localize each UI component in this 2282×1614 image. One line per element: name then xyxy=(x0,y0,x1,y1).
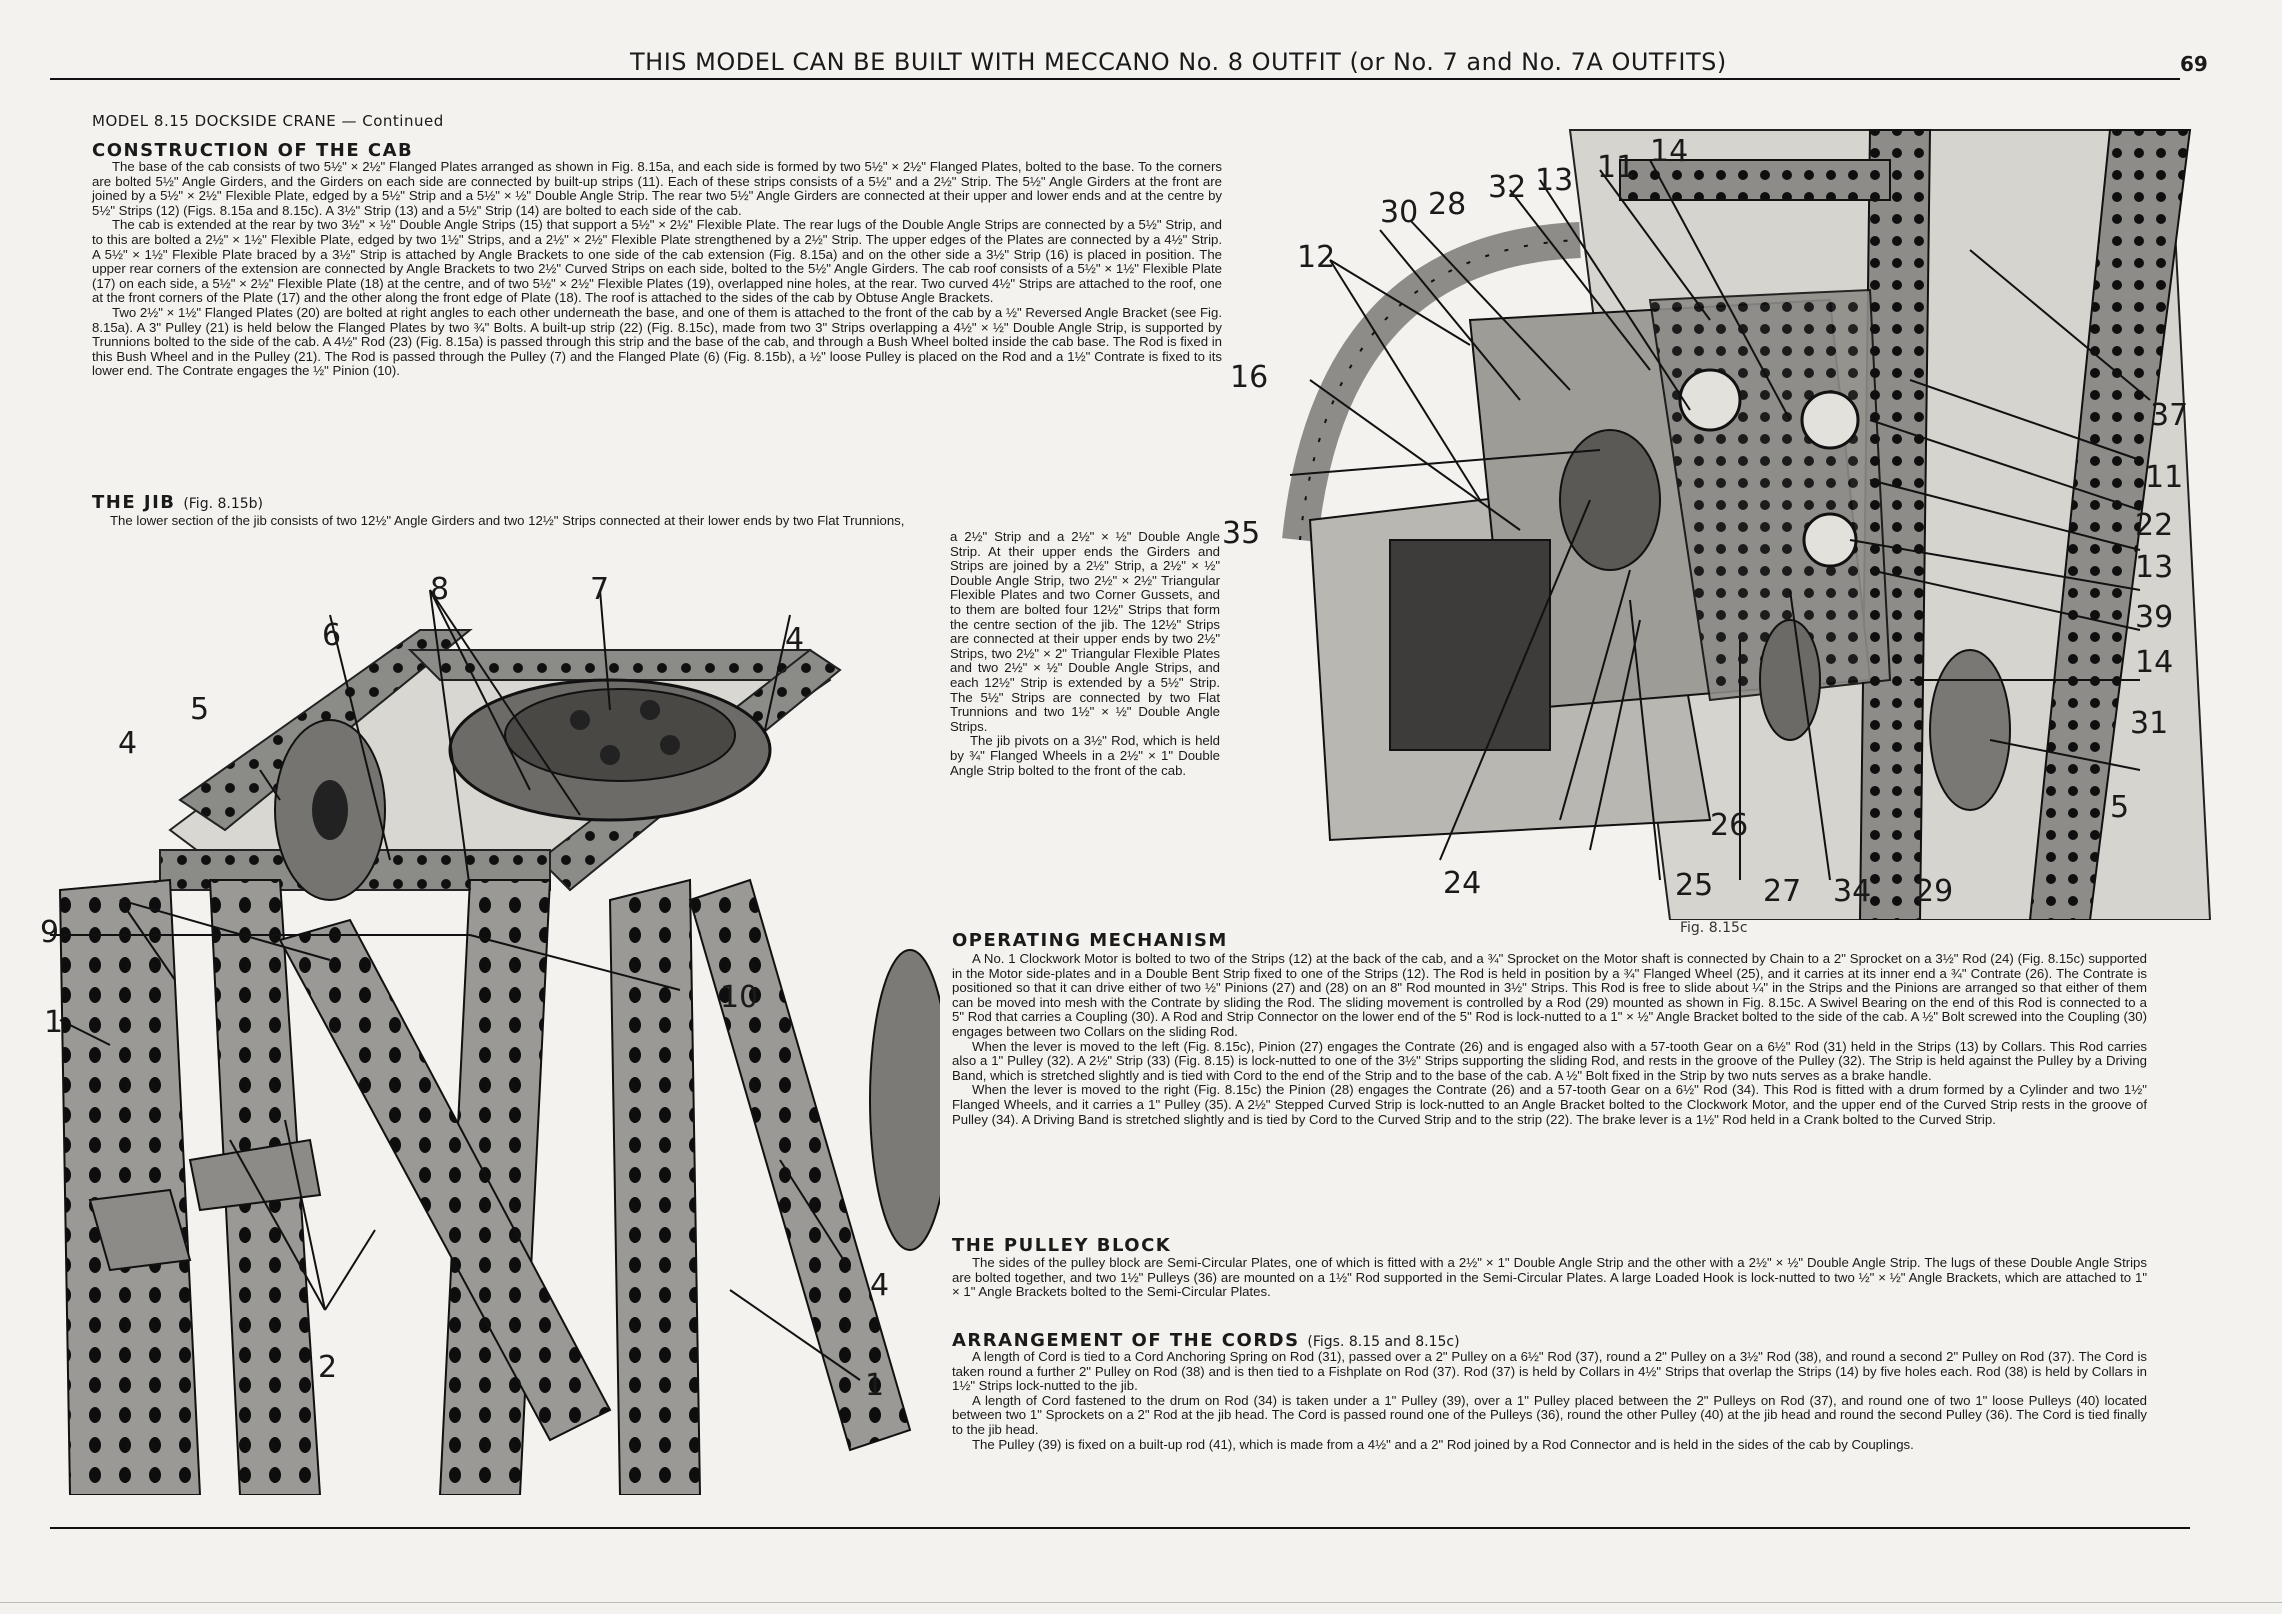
callout-30: 30 xyxy=(1380,195,1419,230)
callout-26: 26 xyxy=(1710,808,1749,843)
callout-5: 5 xyxy=(2110,790,2130,825)
section-heading-pulley: THE PULLEY BLOCK xyxy=(952,1235,1172,1256)
jib-paragraph: The jib pivots on a 3½" Rod, which is held by ¾" Flanged Wheels in a 2½" × 1" Double Angle Strip bolted to the front of the cab. xyxy=(950,733,1220,778)
callout-34: 34 xyxy=(1833,874,1872,909)
callout-14: 14 xyxy=(1650,134,1689,169)
pulley-text xyxy=(952,1256,2147,1300)
jib-column xyxy=(950,530,1220,778)
header-rule xyxy=(50,78,2180,80)
cords-text xyxy=(952,1350,2147,1452)
section-heading-jib xyxy=(92,492,263,513)
callout-12: 12 xyxy=(1297,240,1336,275)
callout-11: 11 xyxy=(1597,150,1636,185)
cords-heading-ref: (Figs. 8.15 and 8.15c) xyxy=(1307,1334,1460,1350)
callout-14: 14 xyxy=(2135,645,2174,680)
jib-paragraph: a 2½" Strip and a 2½" × ½" Double Angle Strip. At their upper ends the Girders and Strips are joined by a 2½" Strip, a 2½" × ½" Double Angle Strip, two 2½" × 2½" Triangular Flexible Plates and two Corner Gussets, and to them are bolted four 12½" Strips that form the centre section of the jib. The 12½" Strips are connected at their upper ends by two 2½" Strips, two 2½" × 2" Triangular Flexible Plates and two 2½" × ½" Double Angle Strips, and each 12½" Strip is extended by a 5½" Strip. The 5½" Strips are connected by two Flat Trunnions and two 1½" × ½" Double Angle Strips. xyxy=(950,529,1220,734)
jib-heading-ref: (Fig. 8.15b) xyxy=(183,496,264,512)
callout-4: 4 xyxy=(870,1268,890,1303)
callout-22: 22 xyxy=(2135,508,2174,543)
footer-rule xyxy=(50,1527,2190,1529)
cab-paragraph: The base of the cab consists of two 5½" × 2½" Flanged Plates arranged as shown in Fig. 8.15a, and each side is formed by two 5½" × 2½" Flanged Plates, bolted to the base. To the corners are bolted 5½" Angle Girders, and the Girders on each side are connected by built-up strips (11). Each of these strips consists of a 5½" and a 2½" Strip. The 5½" Angle Girders at the front are joined by a 5½" × 2½" Flexible Plate, edged by a 5½" Strip and a 5½" × ½" Double Angle Strip. The rear two 5½" Angle Girders are connected at their upper and lower ends and at the centre by 5½" Strips (12) (Figs. 8.15a and 8.15c). A 3½" Strip (13) and a 5½" Strip (14) are bolted to each side of the cab. xyxy=(92,159,1222,218)
section-heading-operating: OPERATING MECHANISM xyxy=(952,930,1228,951)
callout-25: 25 xyxy=(1675,868,1714,903)
callout-1: 1 xyxy=(865,1368,885,1403)
callout-37: 37 xyxy=(2150,398,2189,433)
callout-24: 24 xyxy=(1443,866,1482,901)
operating-paragraph: When the lever is moved to the left (Fig. 8.15c), Pinion (27) engages the Contrate (26) and is engaged also with a 57-tooth Gear on a 6½" Rod (31) held in the Strips (13) by Collars. This Rod carries also a 1" Pulley (32). A 2½" Strip (33) (Fig. 8.15) is lock-nutted to one of the 3½" Strips supporting the sliding Rod, and rests in the groove of the Pulley (32). The Strip is held against the Pulley by a Driving Band, which is stretched slightly and is tied with Cord to the end of the Strip and to the base of the cab. A ½" Bolt fixed in the Strip by two nuts serves as a brake handle. xyxy=(952,1038,2147,1083)
callout-27: 27 xyxy=(1763,874,1802,909)
page-header-title: THIS MODEL CAN BE BUILT WITH MECCANO No. 8 OUTFIT (or No. 7 and No. 7A OUTFITS) xyxy=(630,48,1727,76)
cab-paragraph: The cab is extended at the rear by two 3½" × ½" Double Angle Strips (15) that support a 5½" × 2½" Flexible Plate. The rear lugs of the Double Angle Strips are connected by a 5½" Strip, and to this are bolted a 2½" × 1½" Flexible Plate, edged by two 1½" Strips, and a 2½" × 2½" Flexible Plate strengthened by a 2½" Strip. The upper edges of the Plates are connected by a 4½" Strip. A 5½" × 1½" Flexible Plate braced by a 3½" Strip is attached by Angle Brackets to one side of the cab extension (Fig. 8.15a) and on the other side a 3½" Strip (16) is placed in position. The upper rear corners of the extension are connected by Angle Brackets to two 2½" Curved Strips on each side, bolted to the 5½" Angle Girders. The cab roof consists of a 5½" × 1½" Flexible Plate (17) on each side, a 5½" × 2½" Flexible Plate (18) at the centre, and of two 5½" × 2½" Flexible Plates (19), overlapped nine holes, at the rear. Two curved 4½" Strips are attached to the roof, one at the front corners of the Plate (17) and the other along the front edge of Plate (18). The roof is attached to the sides of the cab by Obtuse Angle Brackets. xyxy=(92,217,1222,306)
callout-31: 31 xyxy=(2130,706,2169,741)
section-heading-cords xyxy=(952,1330,1460,1351)
callout-2: 2 xyxy=(318,1350,338,1385)
model-subhead: MODEL 8.15 DOCKSIDE CRANE — Continued xyxy=(92,112,444,130)
callout-7: 7 xyxy=(590,572,610,607)
callout-11: 11 xyxy=(2145,460,2184,495)
callout-39: 39 xyxy=(2135,600,2174,635)
callout-28: 28 xyxy=(1428,187,1467,222)
callout-4: 4 xyxy=(118,726,138,761)
callout-9: 9 xyxy=(40,915,60,950)
figure-jib-drawing xyxy=(50,560,940,1495)
jib-heading-text: THE JIB xyxy=(92,492,176,513)
callout-5: 5 xyxy=(190,692,210,727)
cords-paragraph: The Pulley (39) is fixed on a built-up rod (41), which is made from a 4½" and a 2" Rod joined by a Rod Connector and is held in the sides of the cab by Couplings. xyxy=(972,1436,1914,1452)
cords-paragraph: A length of Cord is tied to a Cord Anchoring Spring on Rod (31), passed over a 2" Pulley on a 6½" Rod (37), round a 2" Pulley on a 3½" Rod (38), and round a second 2" Pulley on Rod (37). The Cord is taken round a further 2" Pulley on Rod (38) and is then tied to a Fishplate on Rod (37). Rod (37) is held by Collars in 4½" Strips that overlap the Strips (14) by five holes each. Rod (38) is held by Collars in 1½" Strips lock-nutted to the jib. xyxy=(952,1349,2147,1394)
cab-paragraph: Two 2½" × 1½" Flanged Plates (20) are bolted at right angles to each other underneath the base, and one of them is attached to the front of the cab by a ½" Reversed Angle Bracket (see Fig. 8.15a). A 3" Pulley (21) is held below the Flanged Plates by two ¾" Bolts. A built-up strip (22) (Fig. 8.15c), made from two 3" Strips overlapping a 4½" × ½" Double Angle Strip, is supported by Trunnions bolted to the side of the cab. A 4½" Rod (23) (Fig. 8.15a) is passed through this strip and the base of the cab, and through a Bush Wheel bolted inside the cab base. The Rod is fixed in this Bush Wheel and in the Pulley (21). The Rod is passed through the Pulley (7) and the Flanged Plate (6) (Fig. 8.15b), a ½" loose Pulley is placed on the Rod and a 1½" Contrate is fixed to its lower end. The Contrate engages the ½" Pinion (10). xyxy=(92,304,1222,379)
cords-paragraph: A length of Cord fastened to the drum on Rod (34) is taken under a 1" Pulley (39), over a 1" Pulley placed between the 2" Pulleys on Rod (37), and round one of two 1" loose Pulleys (40) located between two 1" Sprockets on a 2" Rod at the jib head. The Cord is passed round one of the Pulleys (36), round the other Pulley (40) at the jib head and round the second Pulley (36). The Cord is tied finally to the jib head. xyxy=(952,1392,2147,1437)
operating-text xyxy=(952,952,2147,1127)
callout-13: 13 xyxy=(2135,550,2174,585)
callout-29: 29 xyxy=(1915,874,1954,909)
callout-16: 16 xyxy=(1230,360,1269,395)
callout-13: 13 xyxy=(1535,163,1574,198)
callout-8: 8 xyxy=(430,572,450,607)
page-bottom-rule xyxy=(0,1602,2282,1603)
cab-text xyxy=(92,160,1222,379)
callout-32: 32 xyxy=(1488,170,1527,205)
page-number: 69 xyxy=(2180,52,2208,76)
operating-paragraph: A No. 1 Clockwork Motor is bolted to two of the Strips (12) at the back of the cab, and a ¾" Sprocket on the Motor shaft is connected by Chain to a 2" Sprocket on a 3½" Rod (24) (Fig. 8.15c) supported in the Motor side-plates and in a Double Bent Strip fixed to one of the Strips (12). The Rod is held in position by a ¾" Flanged Wheel (25), and it carries at its inner end a ¾" Contrate (26). The Contrate is positioned so that it can drive either of two ½" Pinions (27) and (28) on an 8" Rod mounted in 3½" Strips. This Rod is free to slide about ¼" in the Strips and the Pinions are arranged so that either of them can be moved into mesh with the Contrate by sliding the Rod. The sliding movement is controlled by a Rod (29) mounted as shown in Fig. 8.15c. A Swivel Bearing on the end of this Rod is connected to a 5" Rod that carries a Coupling (30). A Rod and Strip Connector on the lower end of the 5" Rod is lock-nutted to a 1" × ½" Angle Bracket bolted to the side of the cab. A ½" Bolt screwed into the Coupling (30) engages between two Collars on the sliding Rod. xyxy=(952,951,2147,1039)
callout-10: 10 xyxy=(720,980,759,1015)
callout-35: 35 xyxy=(1222,516,1261,551)
operating-paragraph: When the lever is moved to the right (Fig. 8.15c) the Pinion (28) engages the Contrate (26) and a 57-tooth Gear on a 6½" Rod (34). This Rod is fitted with a drum formed by a Cylinder and two 1½" Flanged Wheels, and it carries a 1" Pulley (35). A 2½" Stepped Curved Strip is lock-nutted to an Angle Bracket bolted to the Clockwork Motor, and the upper end of the Curved Strip rests in the groove of Pulley (34). A Driving Band is stretched slightly and is tied by Cord to the Curved Strip and to the strip (22). The brake lever is a 1½" Rod held in a Crank bolted to the Curved Strip. xyxy=(952,1082,2147,1127)
callout-4: 4 xyxy=(785,622,805,657)
jib-line: The lower section of the jib consists of two 12½" Angle Girders and two 12½" Strips connected at their lower ends by two Flat Trunnions, xyxy=(110,513,905,528)
callout-1: 1 xyxy=(44,1005,64,1040)
cords-heading-text: ARRANGEMENT OF THE CORDS xyxy=(952,1330,1300,1351)
section-heading-cab: CONSTRUCTION OF THE CAB xyxy=(92,140,414,161)
figure-cab-mechanism-drawing xyxy=(1270,120,2220,920)
pulley-paragraph: The sides of the pulley block are Semi-Circular Plates, one of which is fitted with a 2½" × 1" Double Angle Strip and the other with a 2½" × ½" Double Angle Strip. The lugs of these Double Angle Strips are bolted together, and two 1½" Pulleys (36) are mounted on a 1½" Rod supported in the Semi-Circular Plates. A large Loaded Hook is lock-nutted to two ½" × ½" Angle Brackets, which are attached to 1" × 1" Angle Brackets bolted to the Semi-Circular Plates. xyxy=(952,1255,2147,1300)
figure-caption-c: Fig. 8.15c xyxy=(1680,920,1748,936)
callout-6: 6 xyxy=(322,618,342,653)
